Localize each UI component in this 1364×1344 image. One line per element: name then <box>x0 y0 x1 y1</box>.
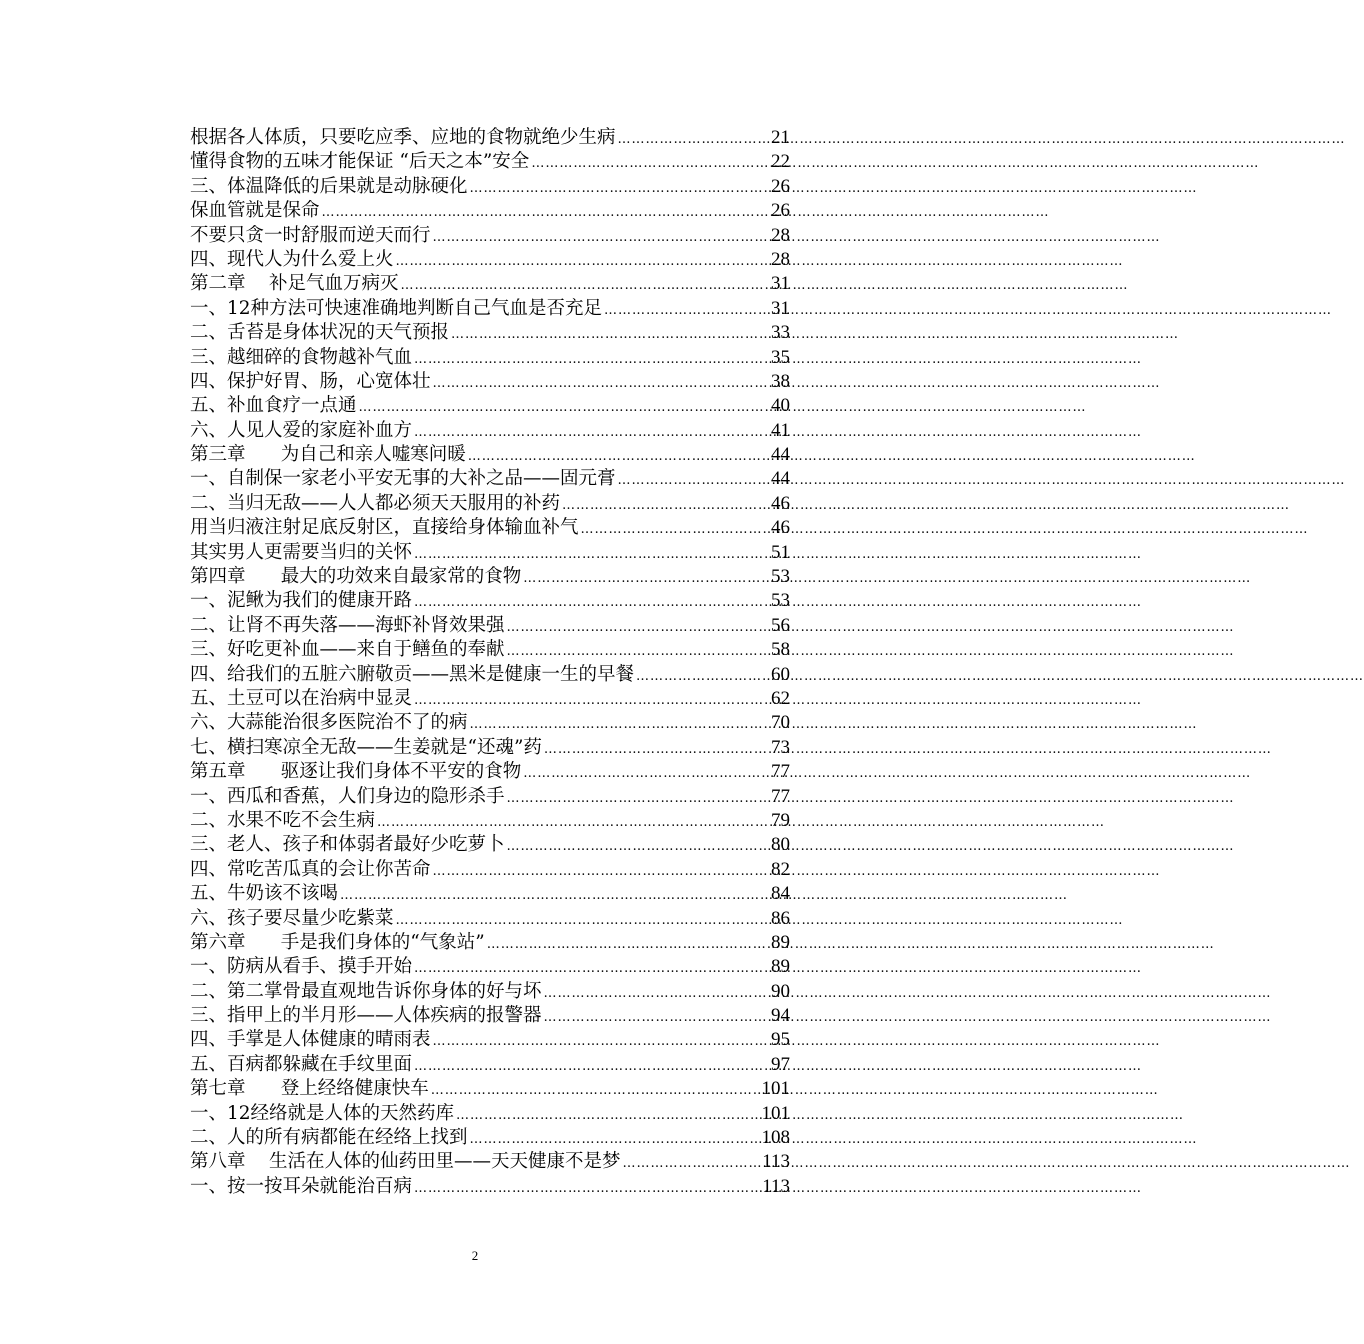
dot-leader <box>412 957 771 981</box>
toc-entry <box>190 858 790 882</box>
toc-entry <box>190 126 790 150</box>
toc-entry-title: 七、横扫寒凉全无敌——生姜就是“还魂”药 <box>190 736 542 758</box>
dot-leader <box>431 1030 771 1054</box>
toc-entry <box>190 614 790 638</box>
toc-chapter-entry <box>190 931 790 955</box>
toc-chapter-entry <box>190 1150 790 1174</box>
dot-leader <box>542 738 771 762</box>
toc-entry-title: 四、现代人为什么爱上火 <box>190 248 394 270</box>
toc-entry <box>190 882 790 906</box>
toc-entry <box>190 589 790 613</box>
dot-leader <box>320 201 771 225</box>
toc-entry-page: 28 <box>771 248 790 270</box>
toc-entry <box>190 955 790 979</box>
toc-entry-page: 62 <box>771 687 790 709</box>
dot-leader <box>412 348 771 372</box>
toc-entry-title: 一、泥鳅为我们的健康开路 <box>190 590 413 612</box>
toc-entry-title: 一、12种方法可快速准确地判断自己气血是否充足 <box>190 297 603 319</box>
toc-entry-title: 二、让肾不再失落——海虾补肾效果强 <box>190 614 505 636</box>
dot-leader <box>412 1055 771 1079</box>
toc-entry-page: 95 <box>771 1029 790 1051</box>
toc-entry-page: 40 <box>771 395 790 417</box>
toc-entry-title: 第三章 为自己和亲人嘘寒问暖 <box>190 444 466 466</box>
toc-entry-title: 六、大蒜能治很多医院治不了的病 <box>190 712 468 734</box>
toc-entry-page: 113 <box>762 1151 790 1173</box>
dot-leader <box>412 1177 762 1201</box>
dot-leader <box>412 421 771 445</box>
toc-entry-title: 三、体温降低的后果就是动脉硬化 <box>190 175 468 197</box>
toc-entry-title: 一、防病从看手、摸手开始 <box>190 956 413 978</box>
toc-entry-page: 60 <box>771 663 790 685</box>
toc-entry-page: 33 <box>771 322 790 344</box>
toc-chapter-entry <box>190 565 790 589</box>
dot-leader <box>616 469 771 493</box>
toc-entry-page: 28 <box>771 224 790 246</box>
toc-entry-title: 懂得食物的五味才能保证 “后天之本”安全 <box>190 151 530 173</box>
dot-leader <box>431 372 771 396</box>
dot-leader <box>466 445 771 469</box>
toc-entry-title: 二、第二掌骨最直观地告诉你身体的好与坏 <box>190 980 542 1002</box>
toc-entry <box>190 736 790 760</box>
toc-entry-title: 一、自制保一家老小平安无事的大补之品——固元膏 <box>190 468 616 490</box>
toc-entry-title: 四、常吃苦瓜真的会让你苦命 <box>190 858 431 880</box>
toc-entry-title: 保血管就是保命 <box>190 200 320 222</box>
toc-entry-page: 101 <box>761 1102 790 1124</box>
toc-entry-page: 53 <box>771 590 790 612</box>
dot-leader <box>412 543 771 567</box>
toc-entry-page: 31 <box>771 297 790 319</box>
toc-entry-title: 一、12经络就是人体的天然药库 <box>190 1102 455 1124</box>
dot-leader <box>468 713 771 737</box>
dot-leader <box>468 177 771 201</box>
toc-entry <box>190 248 790 272</box>
toc-entry-page: 51 <box>771 541 790 563</box>
toc-entry <box>190 419 790 443</box>
toc-entry-page: 56 <box>771 614 790 636</box>
toc-entry-title: 三、指甲上的半月形——人体疾病的报警器 <box>190 1005 542 1027</box>
toc-entry-page: 70 <box>771 712 790 734</box>
toc-entry-page: 44 <box>771 468 790 490</box>
dot-leader <box>521 567 771 591</box>
dot-leader <box>399 274 771 298</box>
toc-entry-page: 44 <box>771 444 790 466</box>
toc-entry-title: 一、西瓜和香蕉，人们身边的隐形杀手 <box>190 785 505 807</box>
dot-leader <box>542 982 771 1006</box>
toc-entry-title: 根据各人体质，只要吃应季、应地的食物就绝少生病 <box>190 127 616 148</box>
dot-leader <box>375 811 771 835</box>
dot-leader <box>394 909 771 933</box>
toc-entry-title: 三、好吃更补血——来自于鳝鱼的奉献 <box>190 639 505 661</box>
toc-entry-page: 94 <box>771 1005 790 1027</box>
dot-leader <box>505 640 771 664</box>
toc-entry <box>190 297 790 321</box>
toc-entry-page: 89 <box>771 956 790 978</box>
toc-chapter-entry <box>190 1077 790 1101</box>
toc-entry <box>190 907 790 931</box>
toc-entry <box>190 199 790 223</box>
toc-entry-title: 三、越细碎的食物越补气血 <box>190 346 413 368</box>
toc-entry <box>190 541 790 565</box>
toc-entry-title: 第七章 登上经络健康快车 <box>190 1078 429 1100</box>
toc-entry-title: 五、土豆可以在治病中显灵 <box>190 687 413 709</box>
toc-entry-title: 二、人的所有病都能在经络上找到 <box>190 1127 468 1149</box>
dot-leader <box>529 152 771 176</box>
dot-leader <box>431 860 771 884</box>
toc-entry-page: 22 <box>771 151 790 173</box>
dot-leader <box>449 323 771 347</box>
toc-entry <box>190 711 790 735</box>
toc-entry-page: 26 <box>771 175 790 197</box>
toc-entry-page: 97 <box>771 1053 790 1075</box>
toc-entry-page: 77 <box>771 761 790 783</box>
toc-entry-page: 90 <box>771 980 790 1002</box>
toc-entry-title: 第六章 手是我们身体的“气象站” <box>190 931 485 953</box>
toc-entry <box>190 224 790 248</box>
toc-chapter-entry <box>190 760 790 784</box>
toc-entry <box>190 833 790 857</box>
toc-entry <box>190 638 790 662</box>
dot-leader <box>468 1128 762 1152</box>
toc-entry-title: 其实男人更需要当归的关怀 <box>190 541 413 563</box>
dot-leader <box>394 250 771 274</box>
toc-entry-title: 四、给我们的五脏六腑敬贡——黑米是健康一生的早餐 <box>190 663 635 685</box>
toc-entry-title: 五、补血食疗一点通 <box>190 395 357 417</box>
toc-entry-page: 21 <box>771 127 790 148</box>
toc-entry-page: 84 <box>771 883 790 905</box>
toc-entry <box>190 370 790 394</box>
toc-entry-page: 80 <box>771 834 790 856</box>
toc-entry-title: 第八章 生活在人体的仙药田里——天天健康不是梦 <box>190 1151 621 1173</box>
toc-entry-page: 31 <box>771 273 790 295</box>
toc-entry-page: 58 <box>771 639 790 661</box>
toc-entry-page: 53 <box>771 566 790 588</box>
toc-entry <box>190 1102 790 1126</box>
toc-entry-title: 第五章 驱逐让我们身体不平安的食物 <box>190 761 522 783</box>
dot-leader <box>616 128 771 152</box>
toc-entry <box>190 516 790 540</box>
dot-leader <box>521 762 771 786</box>
toc-entry-title: 第二章 补足气血万病灭 <box>190 273 399 295</box>
toc-entry-page: 82 <box>771 858 790 880</box>
toc-entry-title: 六、人见人爱的家庭补血方 <box>190 419 413 441</box>
toc-entry <box>190 467 790 491</box>
toc-entry-title: 用当归液注射足底反射区，直接给身体输血补气 <box>190 517 579 539</box>
toc-entry <box>190 150 790 174</box>
toc-entry-page: 38 <box>771 370 790 392</box>
dot-leader <box>505 787 771 811</box>
toc-entry-title: 不要只贪一时舒服而逆天而行 <box>190 224 431 246</box>
toc-entry <box>190 492 790 516</box>
toc-entry <box>190 809 790 833</box>
dot-leader <box>429 1079 762 1103</box>
toc-chapter-entry <box>190 272 790 296</box>
toc-entry-title: 二、当归无敌——人人都必须天天服用的补药 <box>190 492 561 514</box>
toc-entry-title: 四、保护好胃、肠，心宽体壮 <box>190 370 431 392</box>
toc-entry <box>190 394 790 418</box>
toc-entry <box>190 1053 790 1077</box>
dot-leader <box>602 299 771 323</box>
dot-leader <box>505 835 771 859</box>
toc-entry-title: 六、孩子要尽量少吃紫菜 <box>190 907 394 929</box>
toc-entry <box>190 785 790 809</box>
dot-leader <box>431 226 771 250</box>
dot-leader <box>505 616 771 640</box>
dot-leader <box>357 396 771 420</box>
toc-entry-title: 五、牛奶该不该喝 <box>190 883 339 905</box>
toc-entry-page: 108 <box>761 1127 790 1149</box>
dot-leader <box>412 689 771 713</box>
toc-entry <box>190 1028 790 1052</box>
table-of-contents <box>190 126 790 1199</box>
toc-entry-page: 46 <box>771 517 790 539</box>
toc-entry <box>190 1004 790 1028</box>
page-number: 2 <box>471 1248 479 1263</box>
toc-entry-page: 79 <box>771 809 790 831</box>
toc-entry-page: 46 <box>771 492 790 514</box>
toc-entry <box>190 1175 790 1199</box>
toc-entry <box>190 687 790 711</box>
dot-leader <box>560 494 771 518</box>
toc-entry <box>190 175 790 199</box>
toc-entry-page: 89 <box>771 931 790 953</box>
dot-leader <box>412 591 771 615</box>
dot-leader <box>579 518 771 542</box>
toc-entry-page: 73 <box>771 736 790 758</box>
toc-entry <box>190 1126 790 1150</box>
toc-entry <box>190 663 790 687</box>
toc-entry-title: 二、水果不吃不会生病 <box>190 809 376 831</box>
toc-entry-title: 二、舌苔是身体状况的天气预报 <box>190 322 450 344</box>
dot-leader <box>338 884 771 908</box>
toc-entry-title: 第四章 最大的功效来自最家常的食物 <box>190 566 522 588</box>
toc-entry-title: 一、按一按耳朵就能治百病 <box>190 1175 413 1197</box>
toc-entry-title: 三、老人、孩子和体弱者最好少吃萝卜 <box>190 834 505 856</box>
dot-leader <box>454 1104 761 1128</box>
toc-entry-page: 86 <box>771 907 790 929</box>
toc-entry <box>190 321 790 345</box>
toc-chapter-entry <box>190 443 790 467</box>
toc-entry-page: 26 <box>771 200 790 222</box>
toc-entry-page: 41 <box>771 419 790 441</box>
toc-entry-title: 五、百病都躲藏在手纹里面 <box>190 1053 413 1075</box>
dot-leader <box>634 665 771 689</box>
dot-leader <box>621 1152 763 1176</box>
toc-entry-page: 77 <box>771 785 790 807</box>
toc-entry <box>190 346 790 370</box>
dot-leader <box>485 933 771 957</box>
toc-entry-page: 113 <box>762 1175 790 1197</box>
toc-entry-page: 101 <box>761 1078 790 1100</box>
dot-leader <box>542 1006 771 1030</box>
toc-entry-title: 四、手掌是人体健康的晴雨表 <box>190 1029 431 1051</box>
toc-entry <box>190 980 790 1004</box>
toc-entry-page: 35 <box>771 346 790 368</box>
